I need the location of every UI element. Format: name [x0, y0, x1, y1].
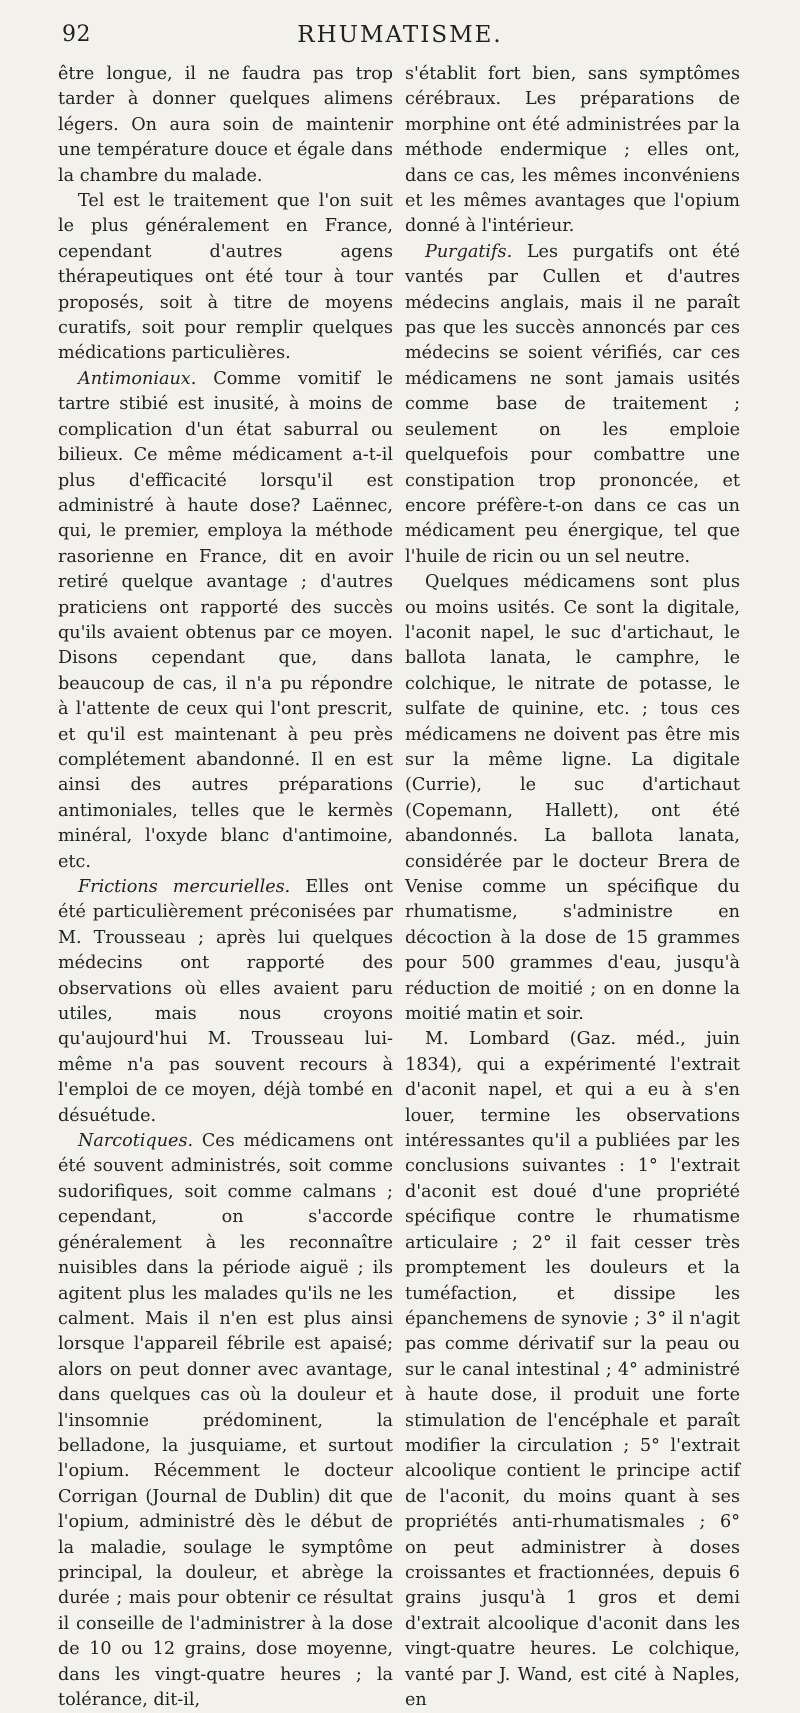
paragraph: [58, 189, 393, 367]
paragraph-text: Ces médicamens ont été souvent administrés, soit comme sudorifiques, soit comme calmans ; cependant, on s'accorde généralement à les reconnaître nuisibles dans la période aiguë ; ils agitent plus les malades qu'ils ne les calment. Mais il n'en est plus ainsi lorsque l'appareil fébrile est apaisé; alors on peut donner avec avantage, dans quelques cas où la douleur et l'insomnie prédominent, la belladone, la jusquiame, et surtout l'opium. Récemment le docteur Corrigan (Journal de Dublin) dit que l'opium, administré dès le début de la maladie, soulage le symptôme principal, la douleur, et abrège la durée ; mais pour obtenir ce résultat il conseille de l'administrer à la dose de 10 ou 12 grains, dose moyenne, dans les vingt-quatre heures ; la tolérance, dit-il,: [58, 1131, 393, 1710]
paragraph: [405, 1027, 740, 1713]
paragraph: [405, 570, 740, 1027]
section-heading: Frictions mercurielles.: [78, 877, 291, 897]
page-header: [0, 22, 800, 52]
section-heading: Purgatifs.: [425, 241, 513, 262]
paragraph-text: Elles ont été particulièrement préconisées par M. Trousseau ; après lui quelques médecins ont rapporté des observations où elles avaient paru utiles, mais nous croyons qu'aujourd'hui M. Trousseau lui-même n'a pas souvent recours à l'emploi de ce moyen, déjà tombé en désuétude.: [58, 877, 393, 1126]
running-head: RHUMATISME.: [297, 22, 503, 48]
paragraph-frictions: [58, 875, 393, 1129]
paragraph-text: Tel est le traitement que l'on suit le plus généralement en France, cependant d'autres agens thérapeutiques ont été tour à tour proposés, soit à titre de moyens curatifs, soit pour remplir quelques médications particulières.: [58, 191, 393, 364]
paragraph-text: Comme vomitif le tartre stibié est inusité, à moins de complication d'un état saburral ou bilieux. Ce même médicament a-t-il plus d'efficacité lorsqu'il est administré à haute dose? Laënnec, qui, le premier, employa la méthode rasorienne en France, dit en avoir retiré quelque avantage ; d'autres praticiens ont rapporté des succès qu'ils avaient obtenus par ce moyen. Disons cependant que, dans beaucoup de cas, il n'a pu répondre à l'attente de ceux qui l'ont prescrit, et qu'il est maintenant à peu près complétement abandonné. Il en est ainsi des autres préparations antimoniales, telles que le kermès minéral, l'oxyde blanc d'antimoine, etc.: [58, 368, 393, 872]
paragraph-narcotiques: [58, 1129, 393, 1713]
paragraph: [58, 62, 393, 189]
paragraph-text: Quelques médicamens sont plus ou moins usités. Ce sont la digitale, l'aconit napel, le suc d'artichaut, le ballota lanata, le camphre, le colchique, le nitrate de potasse, le sulfate de quinine, etc. ; tous ces médicamens ne doivent pas être mis sur la même ligne. La digitale (Currie), le suc d'artichaut (Copemann, Hallett), ont été abandonnés. La ballota lanata, considérée par le docteur Brera de Venise comme un spécifique du rhumatisme, s'administre en décoction à la dose de 15 grammes pour 500 grammes d'eau, jusqu'à réduction de moitié ; on en donne la moitié matin et soir.: [405, 572, 740, 1025]
paragraph-text: Les purgatifs ont été vantés par Cullen et d'autres médecins anglais, mais il ne paraît pas que les succès annoncés par ces médecins se soient vérifiés, car ces médicamens ne sont jamais usités comme base de traitement ; seulement on les emploie quelquefois pour combattre une constipation trop prononcée, et encore préfère-t-on dans ce cas un médicament peu énergique, tel que l'huile de ricin ou un sel neutre.: [405, 241, 740, 567]
page-number: 92: [62, 22, 91, 47]
left-column: [58, 62, 393, 1710]
section-heading: Antimoniaux.: [78, 368, 197, 389]
paragraph-text: être longue, il ne faudra pas trop tarder à donner quelques alimens légers. On aura soin de maintenir une température douce et égale dans la chambre du malade.: [58, 64, 393, 186]
paragraph-purgatifs: [405, 240, 740, 570]
paragraph: [405, 62, 740, 240]
paragraph-antimoniaux: [58, 367, 393, 875]
right-column: [405, 62, 740, 1710]
paragraph-text: s'établit fort bien, sans symptômes cérébraux. Les préparations de morphine ont été administrées par la méthode endermique ; elles ont, dans ce cas, les mêmes inconvéniens et les mêmes avantages que l'opium donné à l'intérieur.: [405, 64, 740, 237]
section-heading: Narcotiques.: [78, 1131, 194, 1152]
paragraph-text: M. Lombard (Gaz. méd., juin 1834), qui a expérimenté l'extrait d'aconit napel, et qui a eu à s'en louer, termine les observations intéressantes qu'il a publiées par les conclusions suivantes : 1° l'extrait d'aconit est doué d'une propriété spécifique contre le rhumatisme articulaire ; 2° il fait cesser très promptement les douleurs et la tuméfaction, et dissipe les épanchemens de synovie ; 3° il n'agit pas comme dérivatif sur la peau ou sur le canal intestinal ; 4° administré à haute dose, il produit une forte stimulation de l'encéphale et paraît modifier la circulation ; 5° l'extrait alcoolique contient le principe actif de l'aconit, du moins quant à ses propriétés anti-rhumatismales ; 6° on peut administrer à doses croissantes et fractionnées, depuis 6 grains jusqu'à 1 gros et demi d'extrait alcoolique d'aconit dans les vingt-quatre heures. Le colchique, vanté par J. Wand, est cité à Naples, en: [405, 1029, 740, 1710]
